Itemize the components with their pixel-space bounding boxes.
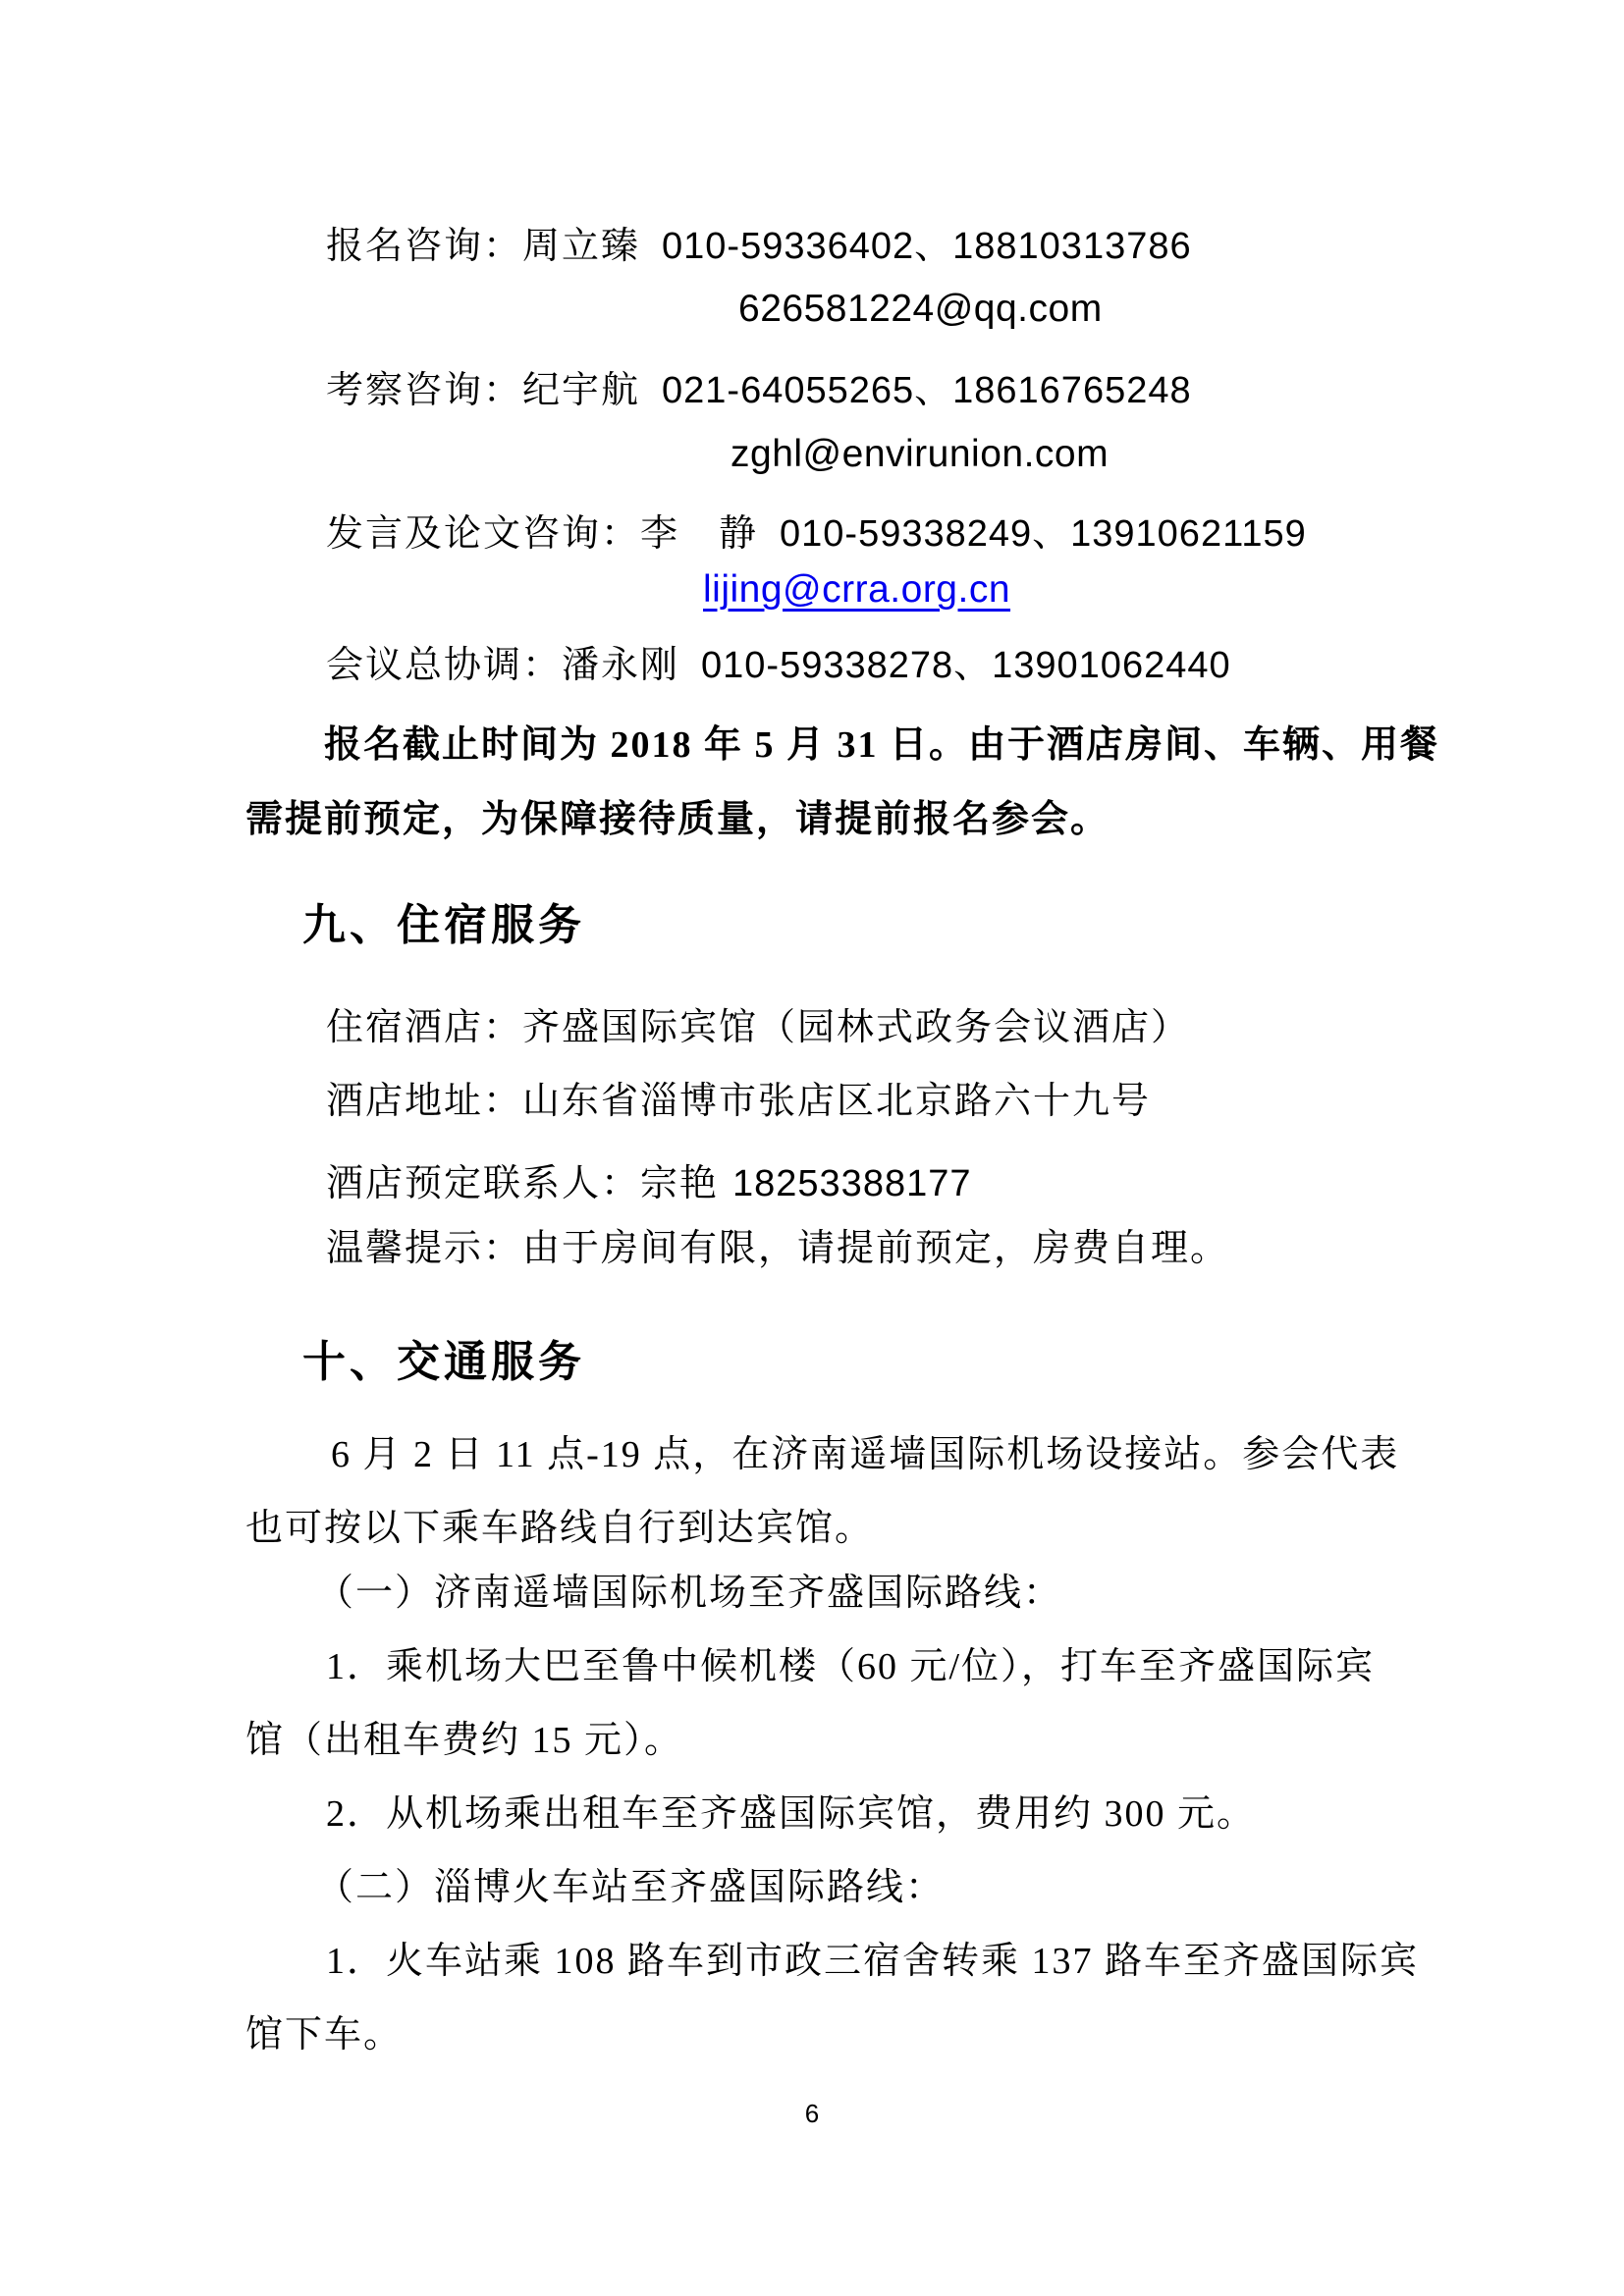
hotel-name-line: 住宿酒店：齐盛国际宾馆（园林式政务会议酒店）	[326, 1007, 1191, 1048]
registration-email: 626581224@qq.com	[738, 288, 1103, 330]
contact-speech-label: 发言及论文咨询：李 静	[326, 513, 759, 555]
contact-inspection	[326, 359, 1192, 413]
hotel-address-line: 酒店地址：山东省淄博市张店区北京路六十九号	[326, 1081, 1152, 1122]
contact-inspection-numbers: 021-64055265、18616765248	[662, 370, 1192, 411]
route1-heading-line: （一）济南遥墙国际机场至齐盛国际路线：	[316, 1573, 1063, 1614]
deadline-notice-line-1: 报名截止时间为 2018 年 5 月 31 日。由于酒店房间、车辆、用餐	[324, 724, 1440, 766]
route1-item1-line-1: 1．乘机场大巴至鲁中候机楼（60 元/位），打车至齐盛国际宾	[326, 1646, 1376, 1687]
hotel-booking-number: 18253388177	[732, 1163, 972, 1204]
shuttle-info-line-2: 也可按以下乘车路线自行到达宾馆。	[245, 1508, 875, 1549]
hotel-tip-line: 温馨提示：由于房间有限，请提前预定，房费自理。	[326, 1228, 1230, 1269]
route2-item1-line-2: 馆下车。	[245, 2014, 404, 2056]
hotel-booking-label: 酒店预定联系人：宗艳	[326, 1163, 720, 1204]
route1-item2-line: 2．从机场乘出租车至齐盛国际宾馆，费用约 300 元。	[326, 1793, 1257, 1835]
contact-inspection-label: 考察咨询：纪宇航	[326, 370, 641, 411]
contact-coordinator	[326, 634, 1231, 688]
hotel-booking-line	[326, 1152, 972, 1206]
route2-item1-line-1: 1．火车站乘 108 路车到市政三宿舍转乘 137 路车至齐盛国际宾	[326, 1941, 1420, 1982]
shuttle-info-line-1: 6 月 2 日 11 点-19 点，在济南遥墙国际机场设接站。参会代表	[331, 1434, 1400, 1475]
contact-coordinator-numbers: 010-59338278、13901062440	[701, 645, 1231, 686]
inspection-email: zghl@envirunion.com	[731, 433, 1110, 475]
section-heading-transportation: 十、交通服务	[302, 1338, 585, 1386]
contact-coordinator-label: 会议总协调：潘永刚	[326, 645, 680, 686]
contact-registration-label: 报名咨询：周立臻	[326, 226, 641, 267]
route2-heading-line: （二）淄博火车站至齐盛国际路线：	[316, 1867, 946, 1908]
page-number: 6	[804, 2099, 820, 2128]
contact-speech	[326, 503, 1307, 557]
contact-registration	[326, 215, 1192, 269]
contact-speech-numbers: 010-59338249、13910621159	[780, 513, 1307, 555]
section-heading-accommodation: 九、住宿服务	[302, 901, 585, 949]
speech-email-link[interactable]: lijing@crra.org.cn	[703, 568, 1011, 611]
deadline-notice-line-2: 需提前预定，为保障接待质量，请提前报名参会。	[245, 799, 1110, 840]
contact-registration-numbers: 010-59336402、18810313786	[662, 226, 1192, 267]
route1-item1-line-2: 馆（出租车费约 15 元）。	[245, 1720, 684, 1761]
